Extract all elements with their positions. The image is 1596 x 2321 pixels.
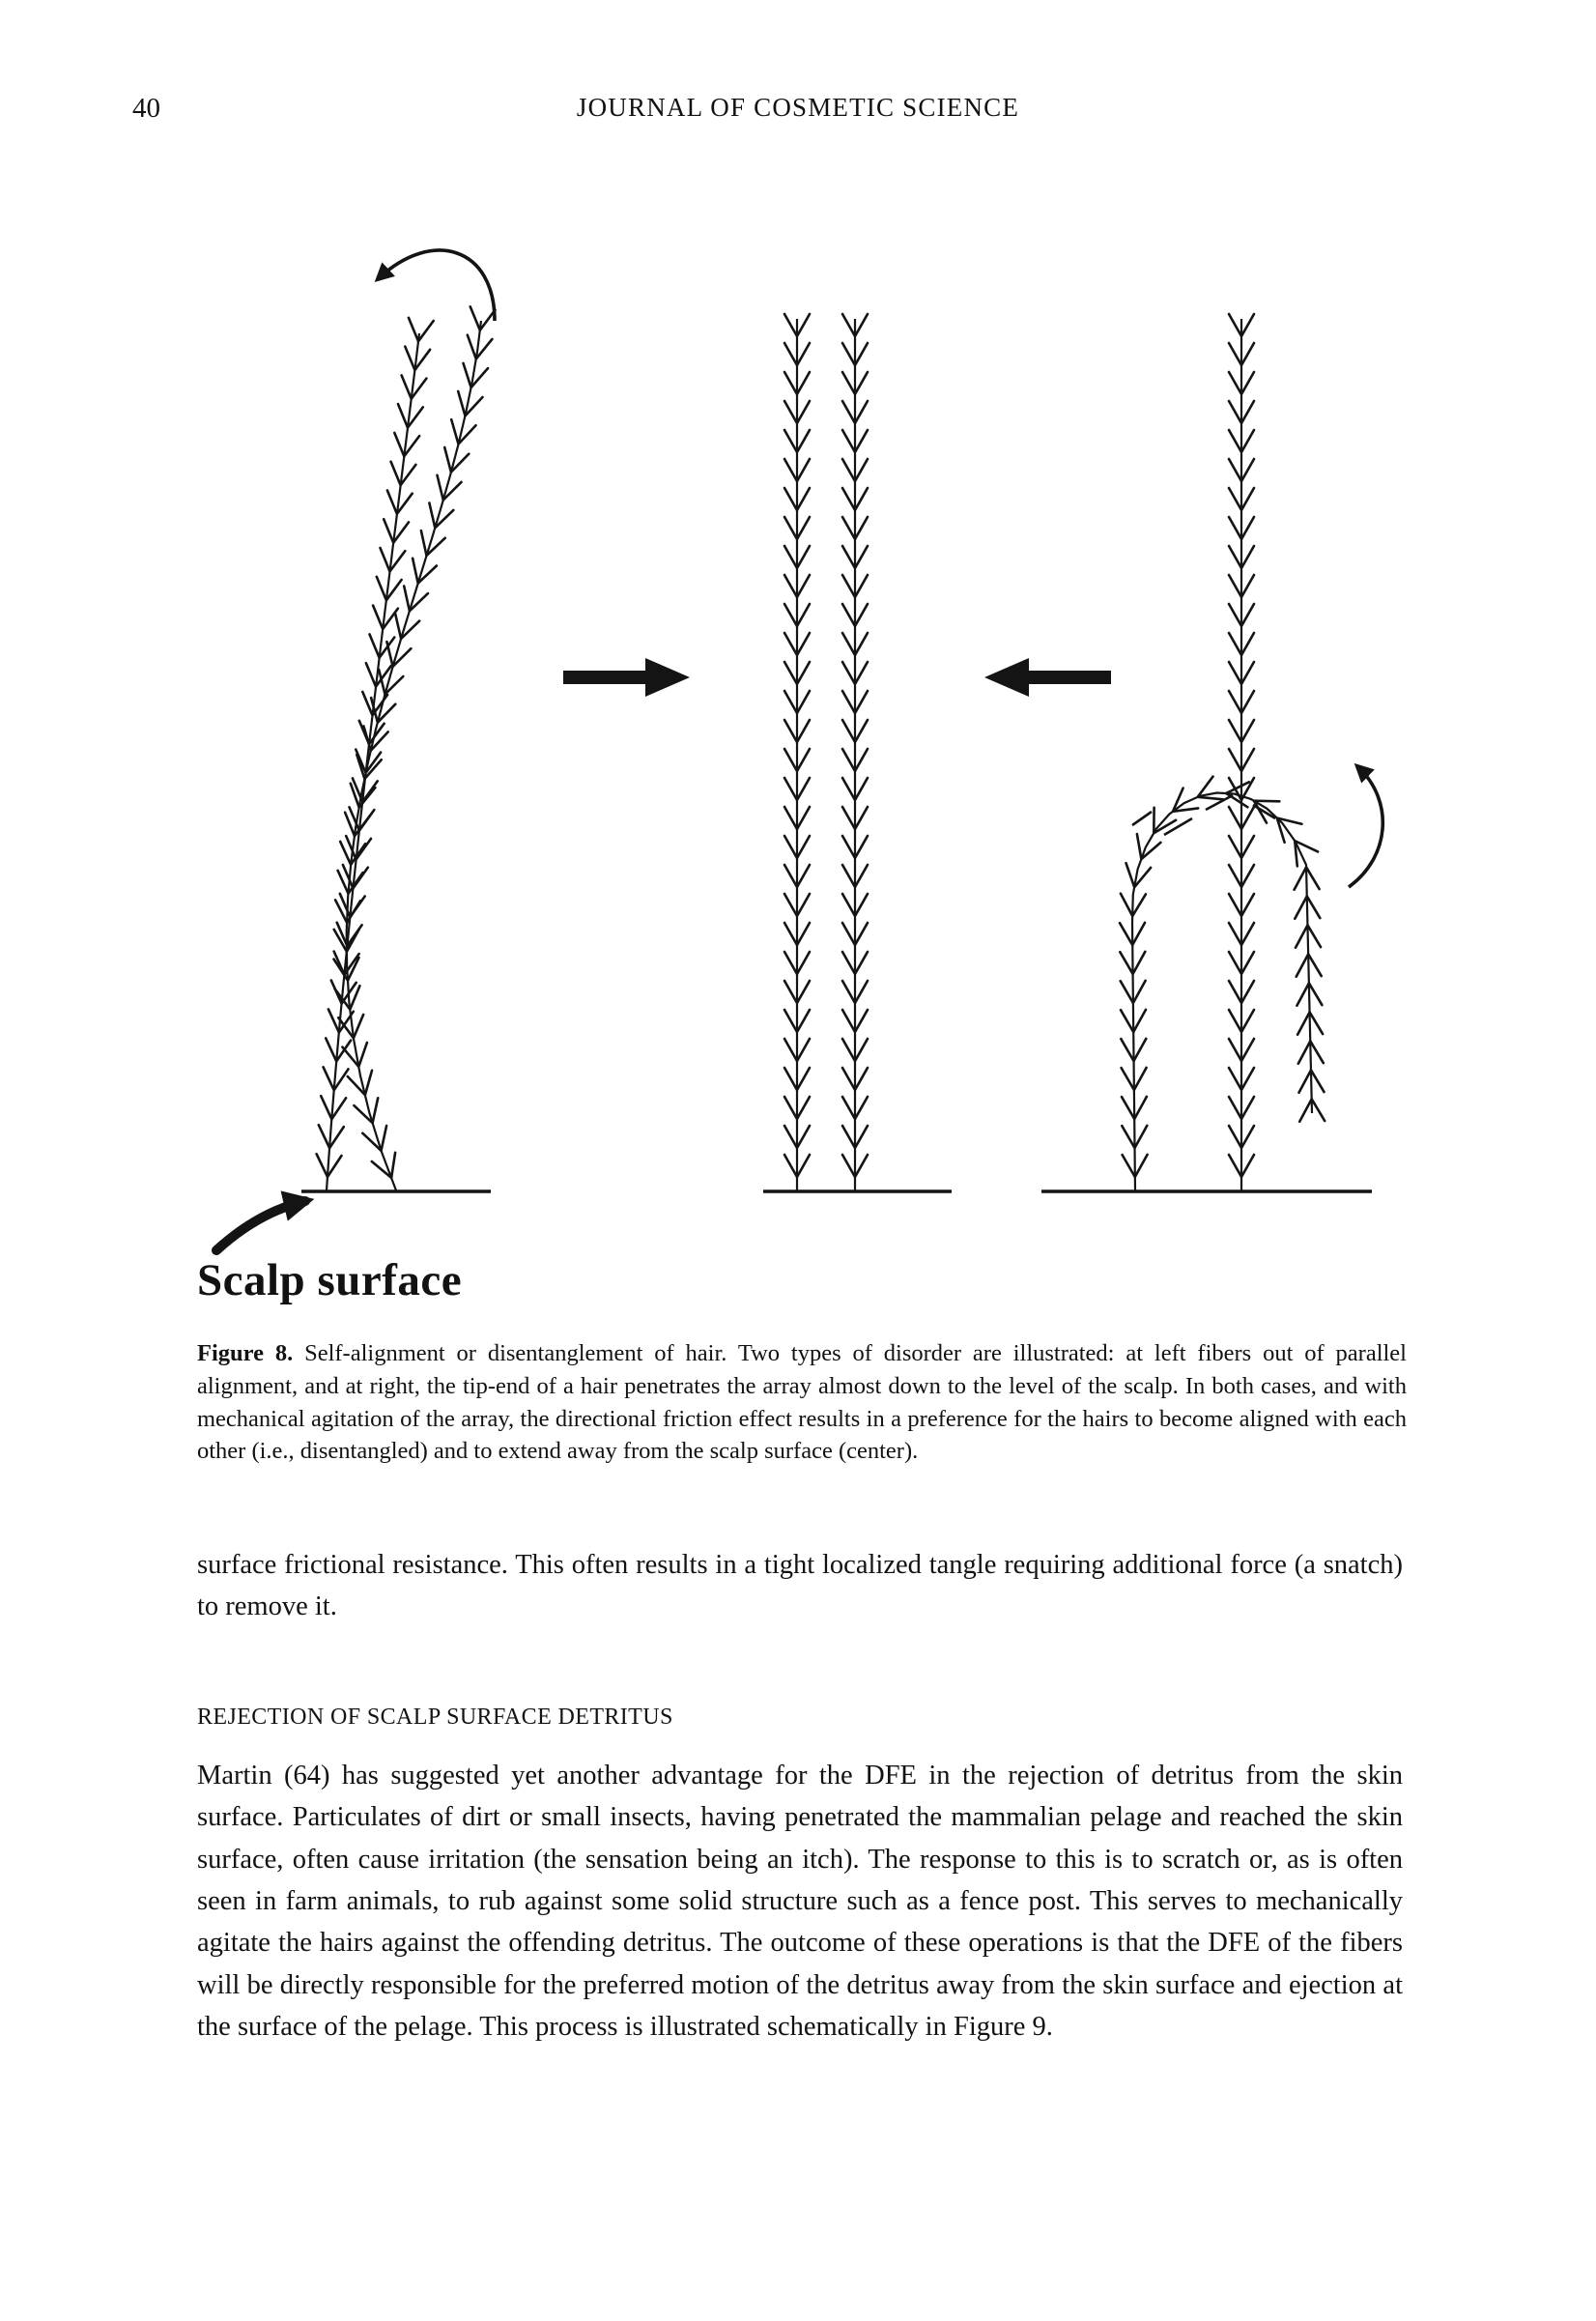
- figure-caption: [197, 1337, 1407, 1468]
- scalp-surface-label: Scalp surface: [197, 1255, 463, 1305]
- hair-fiber-center-2: [842, 314, 868, 1190]
- body-paragraph-2: Martin (64) has suggested yet another advantage for the DFE in the rejection of detritus from the skin surface. Particulates of dirt or small insects, having penetrated the mammalian pelage and reached the skin surface, often cause irritation (the sensation being an itch). The response to this is to scratch or, as is often seen in farm animals, to rub against some solid structure such as a fence post. This serves to mechanically agitate the hairs against the offending detritus. The outcome of these operations is that the DFE of the fibers will be directly responsible for the preferred motion of the detritus away from the skin surface and ejection at the surface of the pelage. This process is illustrated schematically in Figure 9.: [197, 1761, 1403, 2042]
- scalp-pointer-arrow-icon: [216, 1201, 305, 1250]
- left-arrow-icon: [984, 658, 1111, 697]
- figure-caption-text: Self-alignment or disentanglement of hair. Two types of disorder are illustrated: at left fibers out of parallel alignment, and at right, the tip-end of a hair penetrates the array almost down to the level of the scalp. In both cases, and with mechanical agitation of the array, the directional friction effect results in a preference for the hairs to become aligned with each other (i.e., disentangled) and to extend away from the scalp surface (center).: [197, 1340, 1407, 1465]
- journal-title-header: JOURNAL OF COSMETIC SCIENCE: [576, 93, 1020, 122]
- rotation-arrow-right-icon: [1349, 767, 1382, 887]
- hair-fiber-left-1: [317, 318, 434, 1190]
- hair-fiber-right-straight: [1229, 314, 1254, 1190]
- rotation-arrow-top-left-icon: [379, 250, 495, 321]
- section-heading: REJECTION OF SCALP SURFACE DETRITUS: [197, 1705, 673, 1730]
- body-paragraph-1: surface frictional resistance. This often results in a tight localized tangle requiring additional force (a snatch) to remove it.: [197, 1550, 1403, 1622]
- tangle-marks: [1132, 795, 1275, 835]
- hair-fiber-left-2: [334, 306, 496, 1190]
- page-number: 40: [132, 93, 160, 124]
- hair-fibers-layer: [317, 306, 1325, 1190]
- hair-fiber-right-bent: [1120, 777, 1325, 1190]
- right-arrow-icon: [563, 658, 690, 697]
- hair-fiber-center-1: [784, 314, 810, 1190]
- figure-caption-label: Figure 8.: [197, 1340, 294, 1366]
